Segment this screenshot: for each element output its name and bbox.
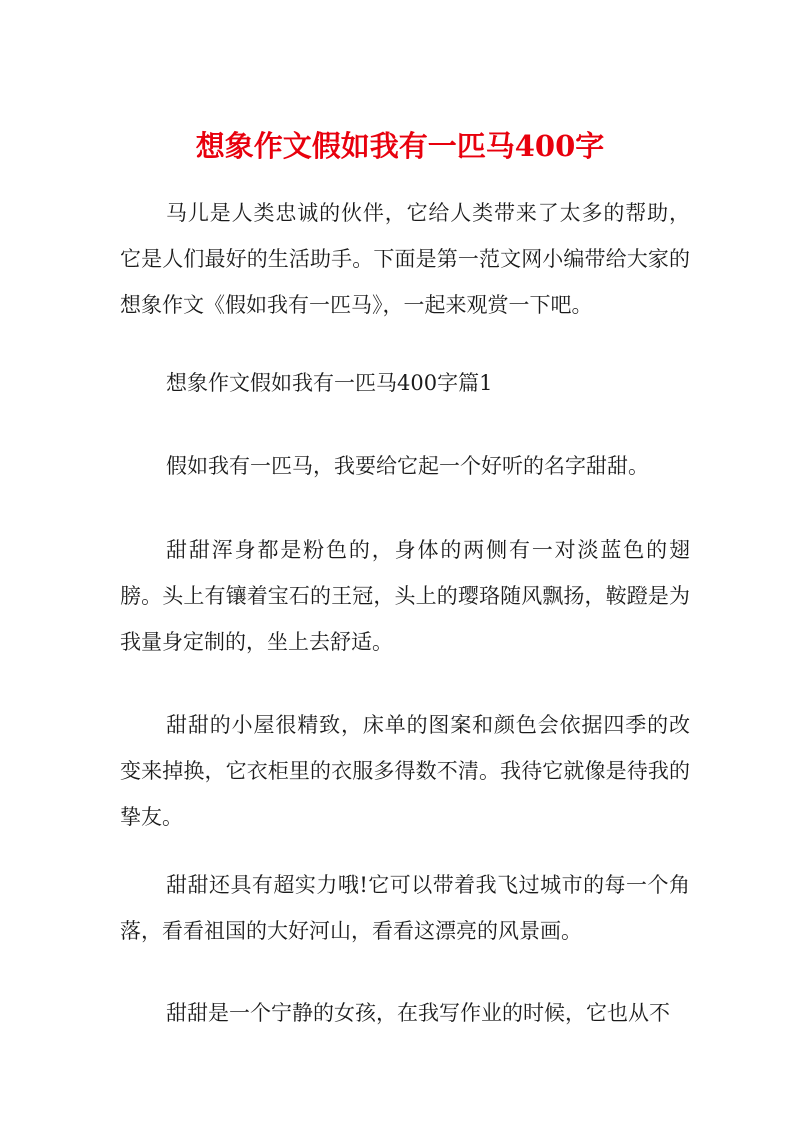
- body-paragraph-1: 假如我有一匹马，我要给它起一个好听的名字甜甜。: [166, 454, 649, 478]
- document-title: 想象作文假如我有一匹马400字: [195, 129, 605, 163]
- body-paragraph-3: 甜甜的小屋很精致，床单的图案和颜色会依据四季的改变来掉换，它衣柜里的衣服多得数不清。我待它就像是待我的挚友。: [120, 713, 690, 829]
- body-paragraph-5: 甜甜是一个宁静的女孩，在我写作业的时候，它也从不: [166, 1001, 670, 1025]
- intro-paragraph: 马儿是人类忠诚的伙伴，它给人类带来了太多的帮助，它是人们最好的生活助手。下面是第一范文网小编带给大家的想象作文《假如我有一匹马》，一起来观赏一下吧。: [120, 201, 690, 317]
- body-paragraph-4: 甜甜还具有超实力哦!它可以带着我飞过城市的每一个角落，看看祖国的大好河山，看看这漂亮的风景画。: [120, 873, 690, 943]
- body-paragraph-2: 甜甜浑身都是粉色的，身体的两侧有一对淡蓝色的翅膀。头上有镶着宝石的王冠，头上的璎珞随风飘扬，鞍蹬是为我量身定制的，坐上去舒适。: [120, 538, 690, 654]
- section-heading: 想象作文假如我有一匹马400字篇1: [166, 371, 493, 395]
